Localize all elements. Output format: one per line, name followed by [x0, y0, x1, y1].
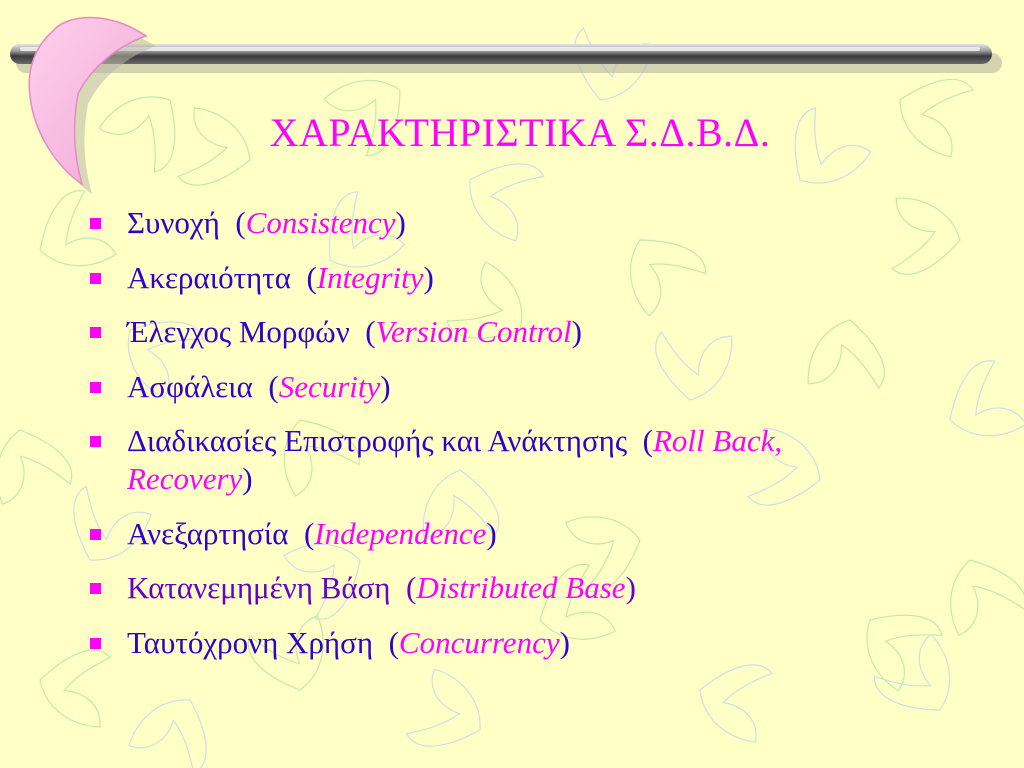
list-item: Ταυτόχρονη Χρήση (Concurrency)	[88, 624, 898, 662]
item-english: Independence	[314, 515, 487, 551]
square-bullet-icon	[90, 327, 101, 338]
item-english: Concurrency	[398, 624, 560, 660]
item-english: Roll Back, Recovery	[127, 423, 783, 496]
item-greek: Συνοχή	[127, 205, 220, 240]
square-bullet-icon	[90, 218, 101, 229]
list-item: Ασφάλεια (Security)	[88, 368, 898, 406]
horizontal-bar	[10, 44, 1002, 73]
list-item: Κατανεμημένη Βάση (Distributed Base)	[88, 569, 898, 607]
page-title: ΧΑΡΑΚΤΗΡΙΣΤΙΚΑ Σ.Δ.Β.Δ.	[269, 110, 771, 155]
item-greek: Ταυτόχρονη Χρήση	[127, 624, 374, 660]
list-item: Συνοχή (Consistency)	[88, 204, 898, 242]
square-bullet-icon	[90, 436, 101, 447]
item-greek: Έλεγχος Μορφών	[127, 314, 350, 349]
item-greek: Ασφάλεια	[127, 368, 253, 404]
square-bullet-icon	[90, 529, 101, 540]
item-greek: Διαδικασίες Επιστροφής και Ανάκτησης	[127, 423, 628, 458]
list-item: Ανεξαρτησία (Independence)	[88, 515, 898, 553]
square-bullet-icon	[90, 273, 101, 284]
list-item: Διαδικασίες Επιστροφής και Ανάκτησης (Roll Back, Recovery)	[88, 422, 898, 498]
item-english: Integrity	[316, 259, 424, 295]
boomerang-icon	[29, 18, 156, 195]
item-english: Version Control	[375, 314, 572, 349]
item-greek: Κατανεμημένη Βάση	[127, 570, 391, 605]
item-greek: Ακεραιότητα	[127, 259, 291, 295]
square-bullet-icon	[90, 583, 101, 594]
item-english: Consistency	[245, 205, 396, 240]
item-english: Security	[278, 368, 381, 404]
item-greek: Ανεξαρτησία	[127, 515, 289, 551]
item-english: Distributed Base	[416, 570, 626, 605]
square-bullet-icon	[90, 638, 101, 649]
list-item: Ακεραιότητα (Integrity)	[88, 259, 898, 297]
list-item: Έλεγχος Μορφών (Version Control)	[88, 313, 898, 351]
bullet-list	[88, 204, 898, 678]
square-bullet-icon	[90, 382, 101, 393]
